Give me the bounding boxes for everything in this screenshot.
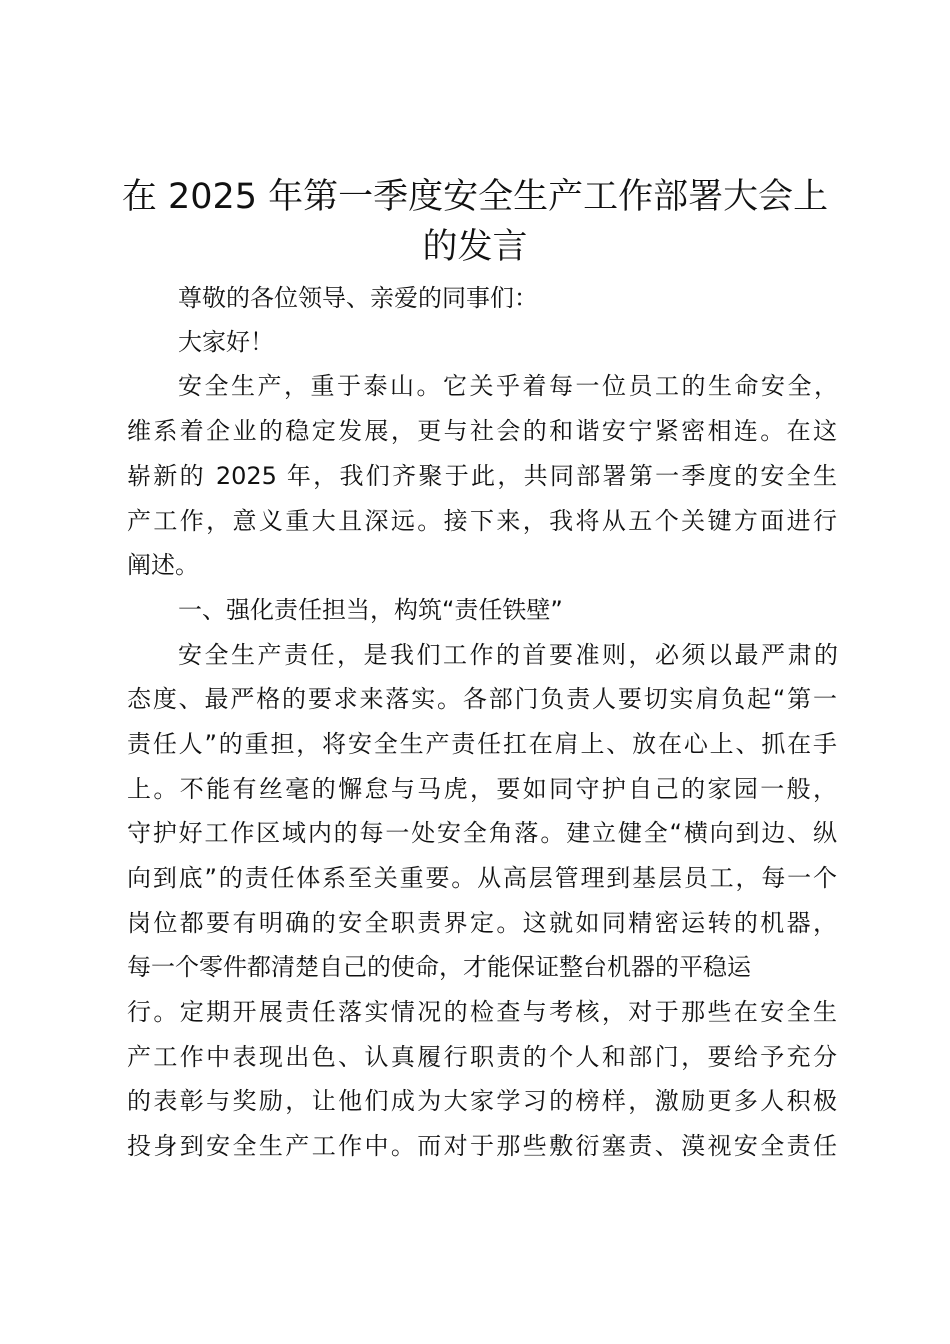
body-line: 态度、最严格的要求来落实。各部门负责人要切实肩负起“第一 (127, 685, 837, 713)
body-line: 投身到安全生产工作中。而对于那些敷衍塞责、漠视安全责任 (127, 1132, 837, 1160)
body-line: 向到底”的责任体系至关重要。从高层管理到基层员工，每一个 (127, 864, 837, 892)
body-line: 上。不能有丝毫的懈怠与马虎，要如同守护自己的家园一般， (127, 775, 837, 803)
section-heading: 一、强化责任担当，构筑“责任铁壁” (178, 596, 563, 624)
body-line: 安全生产责任，是我们工作的首要准则，必须以最严肃的 (178, 641, 838, 669)
body-line: 责任人”的重担，将安全生产责任扛在肩上、放在心上、抓在手 (127, 730, 837, 758)
body-line: 产工作中表现出色、认真履行职责的个人和部门，要给予充分 (127, 1043, 837, 1071)
body-line: 守护好工作区域内的每一处安全角落。建立健全“横向到边、纵 (127, 819, 837, 847)
body-line: 岗位都要有明确的安全职责界定。这就如同精密运转的机器， (127, 909, 837, 937)
salutation: 尊敬的各位领导、亲爱的同事们： (178, 284, 538, 312)
body-line: 的表彰与奖励，让他们成为大家学习的榜样，激励更多人积极 (127, 1087, 837, 1115)
intro-line: 阐述。 (127, 551, 199, 579)
greeting: 大家好！ (178, 328, 274, 356)
body-line: 行。定期开展责任落实情况的检查与考核，对于那些在安全生 (127, 998, 837, 1026)
document-title-line-1: 在 2025 年第一季度安全生产工作部署大会上 (121, 177, 829, 217)
intro-line: 产工作，意义重大且深远。接下来，我将从五个关键方面进行 (127, 507, 837, 535)
intro-line: 安全生产，重于泰山。它关乎着每一位员工的生命安全， (178, 372, 838, 400)
intro-line: 维系着企业的稳定发展，更与社会的和谐安宁紧密相连。在这 (127, 417, 837, 445)
intro-line: 崭新的 2025 年，我们齐聚于此，共同部署第一季度的安全生 (127, 462, 837, 490)
body-line: 每一个零件都清楚自己的使命，才能保证整台机器的平稳运 (127, 953, 751, 981)
document-title-line-2: 的发言 (422, 227, 528, 267)
